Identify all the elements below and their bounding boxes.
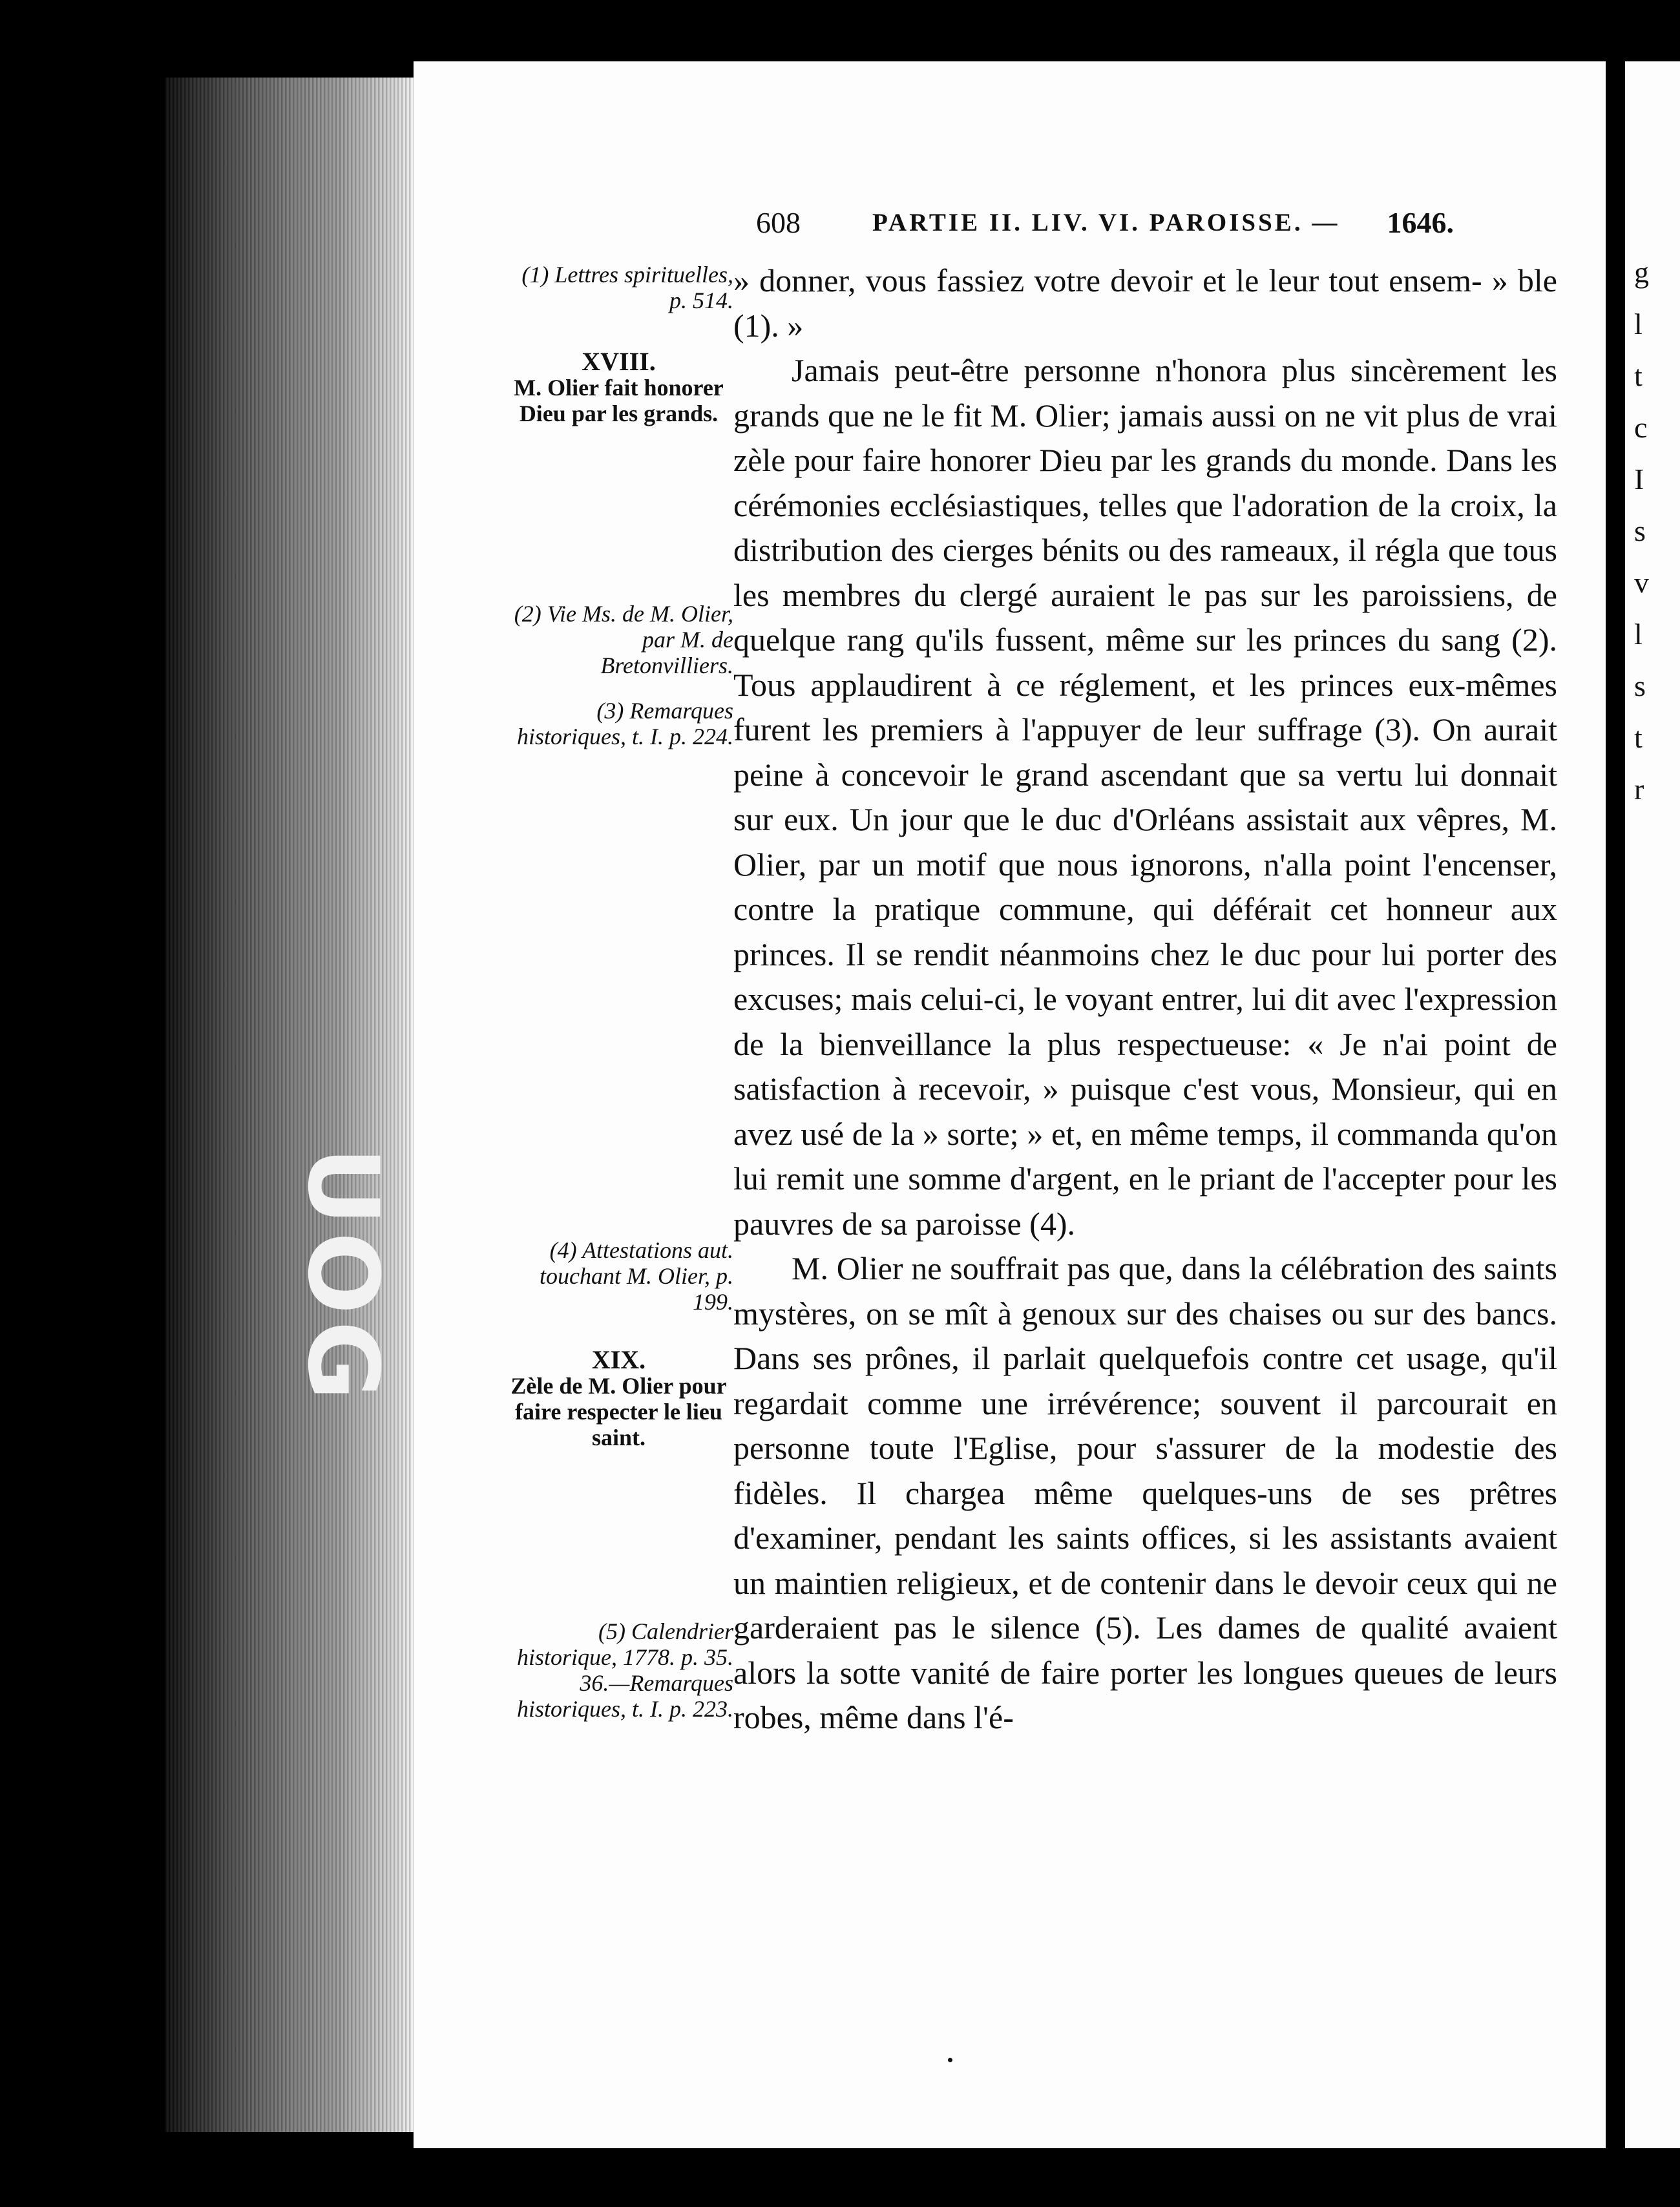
margin-note <box>504 698 733 749</box>
paragraph: Jamais peut-être personne n'honora plus sincèrement les grands que ne le fit M. Olier; jamais aussi on ne vit plus de vrai zèle pour faire honorer Dieu par les grands du monde. Dans les cérémonies ecclésiastiques, telles que l'adoration de la croix, la distribution des cierges bénits ou des rameaux, il régla que tous les membres du clergé auraient le pas sur les paroissiens, de quelque rang qu'ils fussent, même sur les princes du sang (2). Tous applaudirent à ce réglement, et les princes eux-mêmes furent les premiers à l'appuyer de leur suffrage (3). On aurait peine à concevoir le grand ascendant que sa vertu lui donnait sur eux. Un jour que le duc d'Orléans assistait aux vêpres, M. Olier, par un motif que nous ignorons, n'alla point l'encenser, contre la pratique commune, qui déférait cet honneur aux princes. Il se rendit néanmoins chez le duc pour lui porter des excuses; mais celui-ci, le voyant entrer, lui dit avec l'expression de la bienveillance la plus respectueuse: « Je n'ai point de satisfaction à recevoir, » puisque c'est vous, Monsieur, qui en avez usé de la » sorte; » et, en même temps, il commanda qu'on lui remit une somme d'argent, en le priant de l'accepter pour les pauvres de sa paroisse (4). <box>733 352 1557 1242</box>
margin-heading <box>504 1347 733 1450</box>
facing-page-letter: l <box>1634 308 1643 340</box>
footnote-3: (3) Remarques historiques, t. I. p. 224. <box>516 698 733 749</box>
facing-page-letter: g <box>1634 256 1649 289</box>
facing-page-letter: t <box>1634 359 1643 392</box>
spine-stamp <box>139 1147 397 1257</box>
facing-page-edge <box>1625 61 1680 2148</box>
facing-page-letter: c <box>1634 411 1648 444</box>
main-text <box>733 258 1557 1741</box>
section-heading-19 <box>504 1347 733 1450</box>
facing-page-letter: I <box>1634 463 1644 496</box>
facing-page-letter: s <box>1634 669 1646 702</box>
facing-page-letter: t <box>1634 721 1643 754</box>
page-edge-texture <box>165 78 414 2132</box>
book-spine-edge <box>165 78 414 2132</box>
section-summary: M. Olier fait honorer Dieu par les grands. <box>514 375 724 426</box>
facing-page-letter: l <box>1634 618 1643 651</box>
margin-note <box>504 1618 733 1722</box>
facing-page-letter: s <box>1634 514 1646 547</box>
section-summary: Zèle de M. Olier pour faire respecter le lieu saint. <box>510 1373 727 1450</box>
running-header <box>756 205 1454 251</box>
margin-note <box>504 262 733 313</box>
header-year: 1646. <box>1387 206 1454 239</box>
paragraph: » donner, vous fassiez votre devoir et le leur tout ensem- » ble (1). » <box>733 262 1557 344</box>
margin-heading <box>504 349 733 426</box>
footnote-5: (5) Calendrier historique, 1778. p. 35. 36.—Remarques historiques, t. I. p. 223. <box>516 1618 733 1722</box>
ink-speck <box>948 2058 952 2062</box>
footnote-1: (1) Lettres spirituelles, p. 514. <box>521 262 733 313</box>
section-heading-18 <box>504 349 733 426</box>
footnote-4: (4) Attestations aut. touchant M. Olier, p. 199. <box>540 1237 733 1315</box>
section-number: XVIII. <box>582 347 656 376</box>
page-number: 608 <box>756 206 801 239</box>
section-number: XIX. <box>591 1345 646 1374</box>
header-title: PARTIE II. LIV. VI. PAROISSE. — <box>872 209 1340 236</box>
margin-note <box>504 601 733 678</box>
margin-note <box>504 1237 733 1315</box>
facing-page-letter: v <box>1634 566 1649 599</box>
facing-page-letter: r <box>1634 773 1644 806</box>
footnote-2: (2) Vie Ms. de M. Olier, par M. de Bretonvilliers. <box>514 601 733 678</box>
paragraph: M. Olier ne souffrait pas que, dans la célébration des saints mystères, on se mît à genoux sur des chaises ou sur des bancs. Dans ses prônes, il parlait quelquefois contre cet usage, qu'il regardait comme une irrévérence; souvent il parcourait en personne toute l'Eglise, pour s'assurer de la modestie des fidèles. Il chargea même quelques-uns de ses prêtres d'examiner, pendant les saints offices, si les assistants avaient un maintien religieux, et de contenir dans le devoir ceux qui ne garderaient pas le silence (5). Les dames de qualité avaient alors la sotte vanité de faire porter les longues queues de leurs robes, même dans l'é- <box>733 1250 1557 1735</box>
